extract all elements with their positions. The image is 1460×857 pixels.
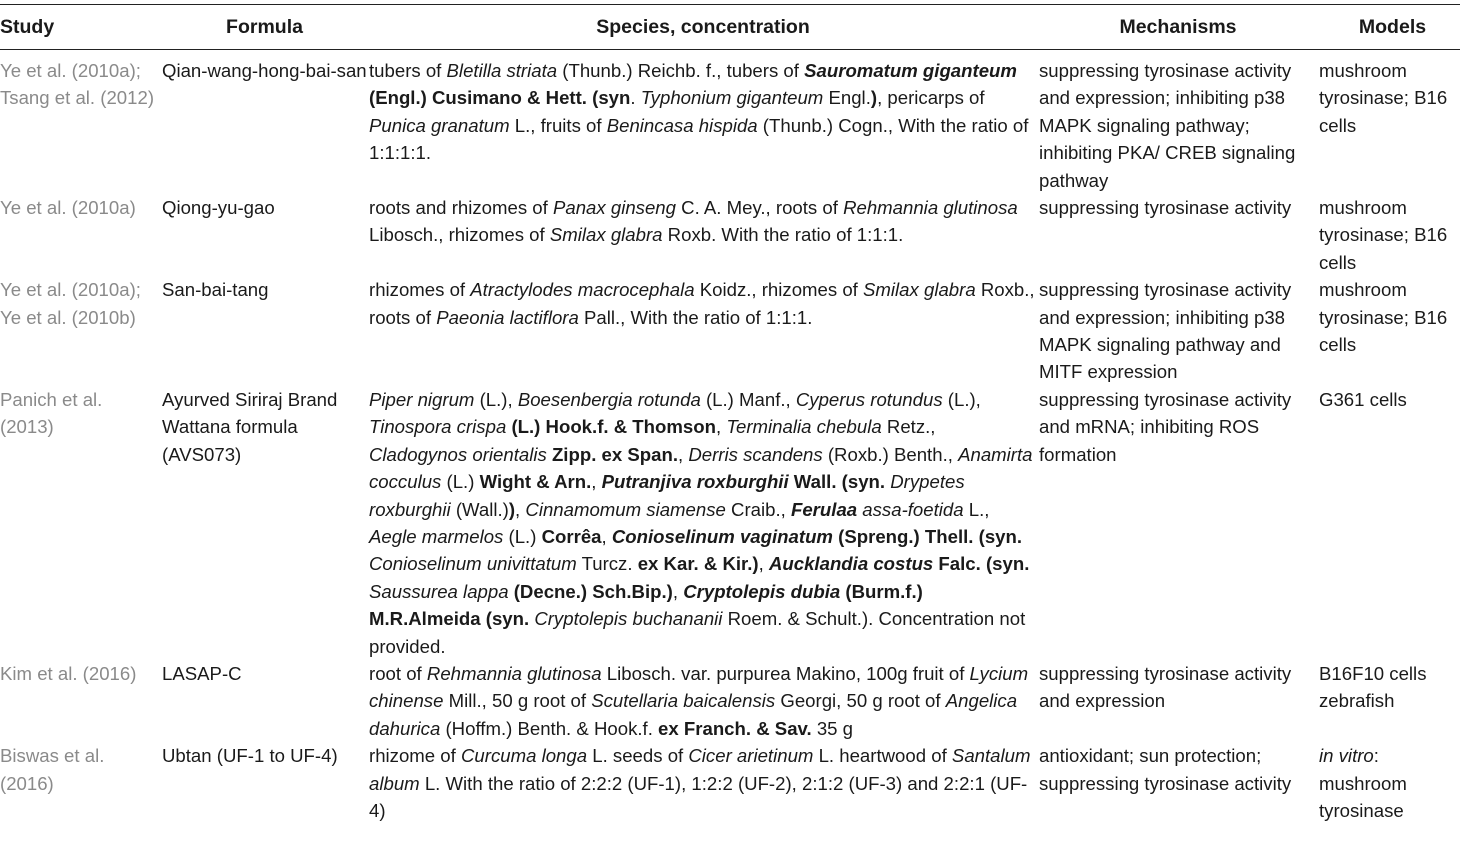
text-segment: B16F10 cells zebrafish xyxy=(1319,662,1427,712)
text-segment: Boesenbergia rotunda xyxy=(517,388,701,410)
text-segment: Cinnamomum siamense xyxy=(525,498,726,520)
text-segment: Roem. & Schult.). Concentration not provided. xyxy=(369,608,1026,657)
text-segment: ex Franch. & Sav. xyxy=(658,717,812,739)
text-segment: Roxb. With the ratio of 1:1:1. xyxy=(662,224,904,246)
table-row xyxy=(0,386,1460,660)
text-segment: Corrêa xyxy=(541,525,602,547)
text-segment: Zipp. ex Span. xyxy=(551,443,678,465)
text-segment: L. seeds of xyxy=(587,745,689,767)
cell-species xyxy=(367,48,1037,194)
text-segment: : mushroom tyrosinase xyxy=(1319,745,1407,821)
header-study: Study xyxy=(0,15,55,38)
text-segment: Craib., xyxy=(725,498,791,520)
text-segment: Bletilla striata xyxy=(446,60,558,81)
text-segment: (L.), xyxy=(942,388,981,410)
text-segment: , xyxy=(591,471,602,493)
text-segment: , xyxy=(601,525,612,547)
cell-species xyxy=(367,742,1037,824)
text-segment: Engl. xyxy=(823,87,871,109)
text-segment: Turcz. xyxy=(576,553,638,575)
text-segment: Putranjiva roxburghii xyxy=(601,471,789,493)
text-segment: Georgi, 50 g root of xyxy=(775,690,946,712)
text-segment: Piper nigrum xyxy=(369,388,475,410)
text-segment: Derris scandens xyxy=(688,443,823,465)
table-row xyxy=(0,48,1460,194)
text-segment: L., fruits of xyxy=(509,114,607,136)
text-segment: mushroom tyrosinase; B16 cells xyxy=(1319,279,1448,356)
text-segment: Mill., 50 g root of xyxy=(443,690,592,712)
text-segment: Wight & Arn. xyxy=(479,471,592,493)
text-segment: Panax ginseng xyxy=(552,197,676,219)
text-segment: 35 g xyxy=(811,717,854,739)
text-segment: in vitro xyxy=(1319,745,1374,767)
cell-mechanisms: suppressing tyrosinase activity and expression; inhibiting p38 MAPK signaling pathway and MITF expression xyxy=(1039,279,1292,383)
cell-formula: Qiong-yu-gao xyxy=(162,197,275,219)
text-segment: (Wall.) xyxy=(450,498,509,520)
text-segment: Smilax glabra xyxy=(863,279,976,301)
text-segment: Rehmannia glutinosa xyxy=(426,662,602,684)
text-segment: Conioselinum univittatum xyxy=(369,553,577,575)
text-segment: Benincasa hispida xyxy=(606,114,758,136)
text-segment: , xyxy=(758,553,769,575)
cell-models xyxy=(1317,660,1460,742)
text-segment: Rehmannia glutinosa xyxy=(843,197,1018,219)
text-segment: (Decne.) Sch.Bip.) xyxy=(513,580,673,602)
table-row xyxy=(0,276,1460,386)
cell-models xyxy=(1317,386,1460,660)
cell-species xyxy=(367,194,1037,276)
text-segment: (Hoffm.) Benth. & Hook.f. xyxy=(440,717,659,739)
text-segment: Cryptolepis buchananii xyxy=(534,608,723,630)
table-row xyxy=(0,742,1460,824)
text-segment: Curcuma longa xyxy=(460,745,588,767)
text-segment: (Roxb.) Benth., xyxy=(822,443,959,465)
text-segment: , xyxy=(515,498,526,520)
formula-table xyxy=(0,6,1460,824)
text-segment: Cryptolepis dubia xyxy=(683,580,841,602)
cell-study: Kim et al. (2016) xyxy=(0,662,137,684)
cell-mechanisms: suppressing tyrosinase activity xyxy=(1039,197,1292,219)
text-segment: Cyperus rotundus xyxy=(795,388,943,410)
table-row xyxy=(0,660,1460,742)
text-segment: , xyxy=(672,580,684,602)
header-formula: Formula xyxy=(226,15,303,38)
text-segment: L. heartwood of xyxy=(813,745,952,767)
text-segment: (Engl.) Cusimano & Hett. (syn xyxy=(369,87,631,109)
text-segment: Terminalia chebula xyxy=(726,416,882,438)
cell-mechanisms: antioxidant; sun protection; suppressing tyrosinase activity xyxy=(1039,745,1292,794)
cell-mechanisms: suppressing tyrosinase activity and mRNA; inhibiting ROS formation xyxy=(1039,388,1292,465)
text-segment: (Thunb.) Cogn., With the ratio of 1:1:1:1. xyxy=(369,114,1029,164)
text-segment: Saussurea lappa xyxy=(369,580,509,602)
cell-formula: Ayurved Siriraj Brand Wattana formula (AVS073) xyxy=(162,388,338,465)
text-segment: mushroom tyrosinase; B16 cells xyxy=(1319,60,1448,136)
text-segment: (L.) xyxy=(503,525,542,547)
text-segment: Drypetes roxburghii xyxy=(369,471,965,520)
cell-formula: Ubtan (UF-1 to UF-4) xyxy=(162,745,338,767)
text-segment: (Thunb.) Reichb. f., tubers of xyxy=(557,60,805,81)
table-row xyxy=(0,194,1460,276)
cell-mechanisms: suppressing tyrosinase activity and expression; inhibiting p38 MAPK signaling pathway; inhibiting PKA/ CREB signaling pathway xyxy=(1039,60,1296,191)
text-segment: Libosch., rhizomes of xyxy=(369,224,550,246)
text-segment: Cladogynos orientalis xyxy=(369,443,547,465)
text-segment: ) xyxy=(508,498,516,520)
text-segment: Retz., xyxy=(881,416,936,438)
text-segment: ) xyxy=(870,87,878,109)
text-segment: Koidz., rhizomes of xyxy=(694,279,864,301)
text-segment: Conioselinum vaginatum xyxy=(611,525,833,547)
text-segment: Paeonia lactiflora xyxy=(436,306,579,328)
text-segment: Aucklandia costus xyxy=(768,553,934,575)
cell-mechanisms: suppressing tyrosinase activity and expression xyxy=(1039,662,1292,712)
text-segment: Falc. (syn. xyxy=(933,553,1030,575)
text-segment: Wall. (syn. xyxy=(788,471,891,493)
text-segment: Smilax glabra xyxy=(549,224,663,246)
text-segment: L., xyxy=(963,498,990,520)
text-segment: Ferulaa xyxy=(790,498,858,520)
text-segment: assa-foetida xyxy=(862,498,964,520)
text-segment: Lycium chinense xyxy=(369,662,1029,712)
text-segment: root of xyxy=(369,662,427,684)
cell-species xyxy=(367,276,1037,386)
cell-models xyxy=(1317,742,1460,824)
text-segment: (Spreng.) Thell. (syn. xyxy=(832,525,1023,547)
cell-study: Biswas et al. (2016) xyxy=(0,745,105,794)
text-segment: Pall., With the ratio of 1:1:1. xyxy=(578,306,813,328)
text-segment: , xyxy=(678,443,689,465)
text-segment: rhizome of xyxy=(369,745,461,767)
text-segment: Aegle marmelos xyxy=(369,525,504,547)
table-top-rule xyxy=(0,4,1460,5)
cell-models xyxy=(1317,276,1460,386)
cell-species xyxy=(367,386,1037,660)
text-segment: Sauromatum giganteum xyxy=(804,60,1017,81)
cell-formula: Qian-wang-hong-bai-san xyxy=(162,60,367,81)
text-segment: C. A. Mey., roots of xyxy=(676,197,844,219)
text-segment: (Burm.f.) M.R.Almeida (syn. xyxy=(369,580,923,630)
text-segment: . xyxy=(630,87,641,109)
text-segment: Atractylodes macrocephala xyxy=(470,279,695,301)
text-segment: Santalum album xyxy=(369,745,1031,794)
text-segment: (L.) Manf., xyxy=(700,388,796,410)
text-segment: Typhonium giganteum xyxy=(640,87,824,109)
cell-study: Ye et al. (2010a); Ye et al. (2010b) xyxy=(0,279,141,328)
text-segment: Libosch. var. purpurea Makino, 100g fruit of xyxy=(601,662,970,684)
text-segment: rhizomes of xyxy=(369,279,471,301)
cell-species xyxy=(367,660,1037,742)
text-segment: , xyxy=(715,416,727,438)
text-segment: (L.) xyxy=(441,471,480,493)
cell-formula: LASAP-C xyxy=(162,662,242,684)
cell-study: Ye et al. (2010a); Tsang et al. (2012) xyxy=(0,60,155,109)
text-segment: ex Kar. & Kir.) xyxy=(637,553,759,575)
text-segment: (L.), xyxy=(474,388,518,410)
text-segment: Roxb., roots of xyxy=(369,279,1035,328)
table-header-row xyxy=(0,6,1460,48)
text-segment: Punica granatum xyxy=(369,114,510,136)
header-models: Models xyxy=(1358,15,1427,38)
text-segment: roots and rhizomes of xyxy=(369,197,553,219)
text-segment: (L.) Hook.f. & Thomson xyxy=(511,416,716,438)
text-segment: Anamirta cocculus xyxy=(369,443,1033,493)
text-segment: tubers of xyxy=(369,60,447,81)
text-segment: mushroom tyrosinase; B16 cells xyxy=(1319,197,1448,273)
text-segment: , pericarps of xyxy=(877,87,985,109)
text-segment: Cicer arietinum xyxy=(688,745,814,767)
text-segment: G361 cells xyxy=(1319,388,1407,410)
cell-formula: San-bai-tang xyxy=(162,279,269,301)
cell-models xyxy=(1317,194,1460,276)
text-segment: Scutellaria baicalensis xyxy=(591,690,776,712)
cell-study: Panich et al. (2013) xyxy=(0,388,103,438)
header-mechanisms: Mechanisms xyxy=(1119,15,1237,38)
text-segment: L. With the ratio of 2:2:2 (UF-1), 1:2:2 (UF-2), 2:1:2 (UF-3) and 2:2:1 (UF-4) xyxy=(369,772,1028,821)
text-segment: Tinospora crispa xyxy=(369,416,507,438)
cell-study: Ye et al. (2010a) xyxy=(0,197,136,219)
header-species: Species, concentration xyxy=(596,15,810,38)
cell-models xyxy=(1317,48,1460,194)
text-segment: Angelica dahurica xyxy=(369,690,1018,739)
